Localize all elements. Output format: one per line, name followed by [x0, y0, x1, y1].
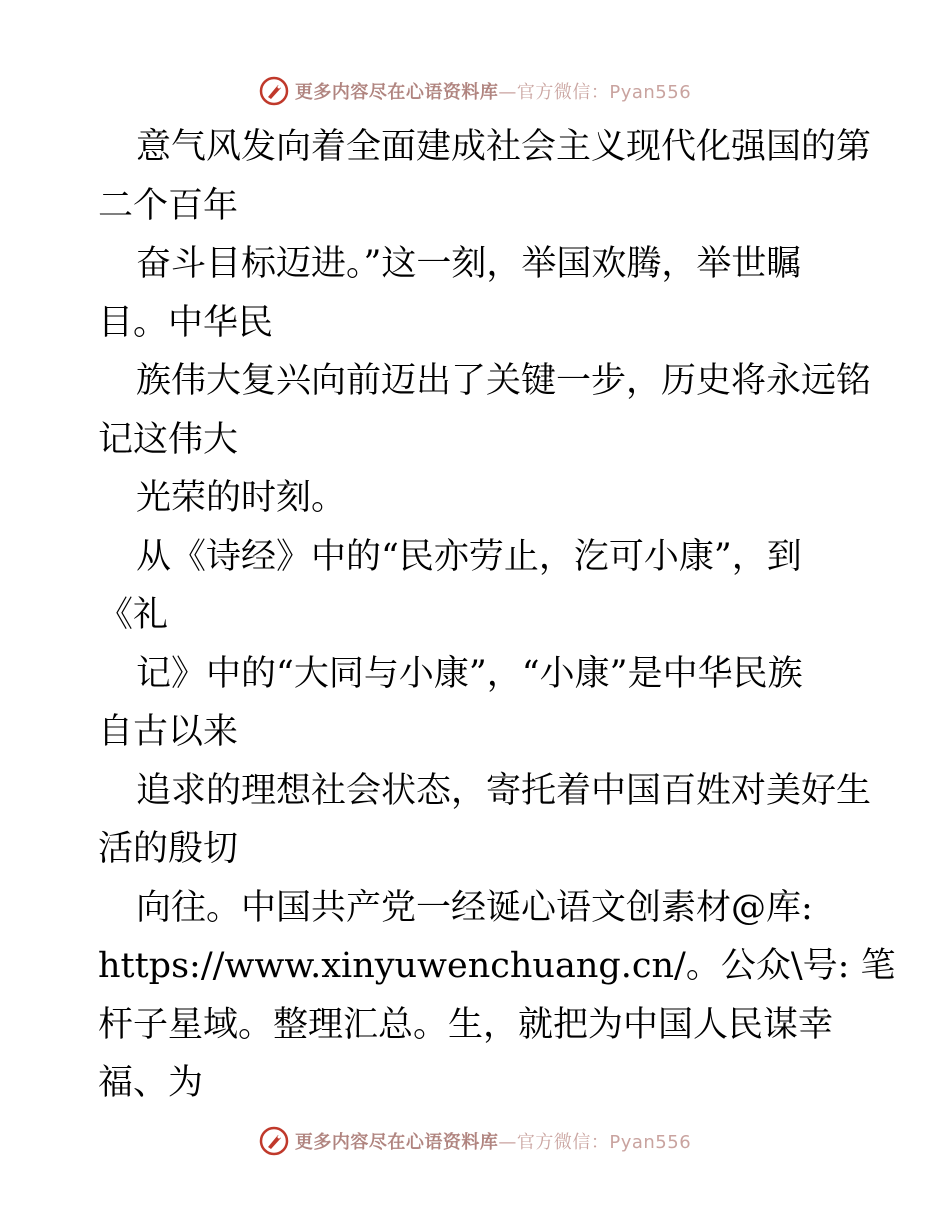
text-line: 自古以来 [98, 712, 239, 752]
text-line: 奋斗目标迈进。”这一刻，举国欢腾，举世瞩 [136, 244, 802, 284]
text-line: 光荣的时刻。 [136, 478, 347, 518]
text-line: https://www.xinyuwenchuang.cn/。公众\号: 笔 [98, 946, 896, 986]
footer-banner [0, 1121, 950, 1161]
text-line: 活的殷切 [98, 829, 239, 869]
header-banner [0, 71, 950, 111]
text-line: 《礼 [98, 595, 169, 635]
text-line: 向往。中国共产党一经诞心语文创素材@库: [136, 887, 813, 928]
banner-text: 更多内容尽在心语资料库—官方微信：Pyan556 [294, 1132, 692, 1153]
text-line: 意气风发向着全面建成社会主义现代化强国的第 [136, 127, 872, 167]
document-body [98, 118, 896, 1113]
text-line: 从《诗经》中的“民亦劳止，汔可小康”，到 [136, 536, 802, 577]
text-line: 记》中的“大同与小康”，“小康”是中华民族 [136, 653, 803, 694]
text-line: 福、为 [98, 1063, 204, 1103]
pen-nib-logo-icon [259, 76, 289, 106]
text-line: 记这伟大 [98, 419, 239, 460]
text-line: 二个百年 [98, 185, 239, 226]
text-line: 目。中华民 [98, 302, 274, 343]
text-line: 族伟大复兴向前迈出了关键一步，历史将永远铭 [136, 361, 872, 401]
text-line: 杆子星域。整理汇总。生，就把为中国人民谋幸 [98, 1004, 834, 1045]
text-line: 追求的理想社会状态，寄托着中国百姓对美好生 [136, 770, 872, 811]
pen-nib-logo-icon [259, 1126, 289, 1156]
banner-text: 更多内容尽在心语资料库—官方微信：Pyan556 [294, 82, 692, 103]
